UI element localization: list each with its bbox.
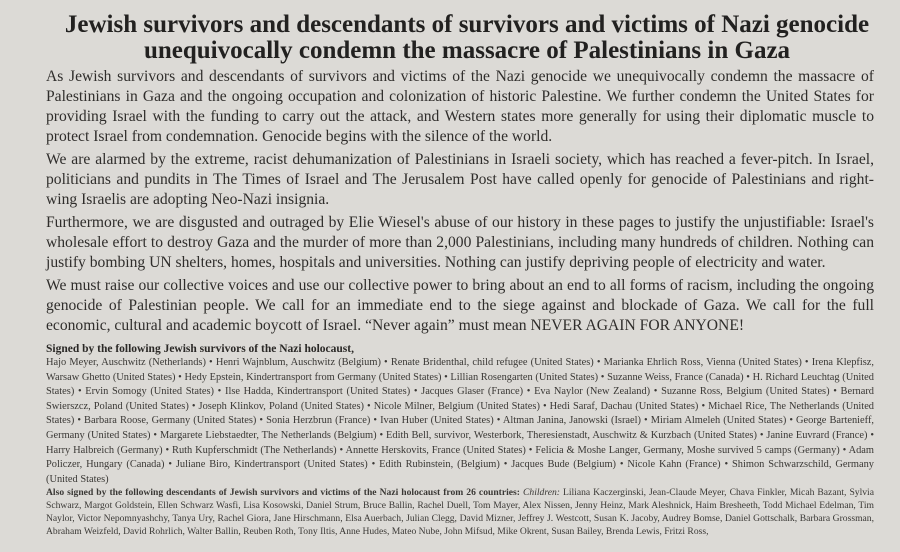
survivor-names: Hajo Meyer, Auschwitz (Netherlands) • Henri Wajnblum, Auschwitz (Belgium) • Renate Bridenthal, child refugee (United States) • Marianka Ehrlich Ross, Vienna (United States) • Irena Klepfisz, Warsaw Ghetto (United States) • Hedy Epstein, Kindertransport from Germany (United States) • Lillian Rosengarten (United States) • Suzanne Weiss, France (Canada) • H. Richard Leuchtag (United States) • Ervin Somogy (United States) • Ilse Hadda, Kindertransport (United States) • Jacques Glaser (France) • Eva Naylor (New Zealand) • Suzanne Ross, Belgium (United States) • Bernard Swierszcz, Poland (United States) • Joseph Klinkov, Poland (United States) • Nicole Milner, Belgium (United States) • Hedi Saraf, Dachau (United States) • Michael Rice, The Netherlands (United States) • Barbara Roose, Germany (United States) • Sonia Herzbrun (France) • Ivan Huber (United States) • Altman Janina, Janowski (Israel) • Miriam Almeleh (United States) • George Bartenieff, Germany (United States) • Margarete Liebstaedter, The Netherlands (Belgium) • Edith Bell, survivor, Westerbork, Theresienstadt, Auschwitz & Kurzbach (United States) • Janine Euvrard (France) • Harry Halbreich (Germany) • Ruth Kupferschmidt (The Netherlands) • Annette Herskovits, France (United States) • Felicia & Moshe Langer, Germany, Moshe survived 5 camps (Germany) • Adam Policzer, Hungary (Canada) • Juliane Biro, Kindertransport (United States) • Edith Rubinstein, (Belgium) • Jacques Bude (Belgium) • Nicole Kahn (France) • Shimon Schwarzschild, Germany (United States) [46, 357, 874, 485]
paragraph-call-to-action: We must raise our collective voices and use our collective power to bring about an end to all forms of racism, including the ongoing genocide of Palestinian people. We call for an immediate end to the siege against and blockade of Gaza. We call for the full economic, cultural and academic boycott of Israel. “Never again” must mean NEVER AGAIN FOR ANYONE! [46, 277, 874, 334]
descendant-names: Liliana Kaczerginski, Jean-Claude Meyer, Chava Finkler, Micah Bazant, Sylvia Schwarz, Margot Goldstein, Ellen Schwarz Wasfi, Lisa Kosowski, Daniel Strum, Bruce Ballin, Rachel Duell, Tom Mayer, Alex Nissen, Jenny Heinz, Mark Aleshnick, Haim Bresheeth, Todd Michael Edelman, Tim Naylor, Victor Nepomnyashchy, Tanya Ury, Rachel Giora, Jane Hirschmann, Elsa Auerbach, Julian Clegg, David Mizner, Jeffrey J. Westcott, Susan K. Jacoby, Audrey Bomse, Daniel Gottschalk, Barbara Grossman, Abraham Weizfeld, David Rohrlich, Walter Ballin, Reuben Roth, Tony Iltis, Anne Hudes, Mateo Nube, John Mifsud, Mike Okrent, Susan Bailey, Brenda Lewis, Fritzi Ross, [46, 487, 874, 537]
descendants-heading: Also signed by the following descendants of Jewish survivors and victims of the Nazi holocaust from 26 countries: [46, 487, 520, 499]
children-label: Children: [523, 487, 560, 499]
paragraph-outrage: Furthermore, we are disgusted and outraged by Elie Wiesel's abuse of our history in these pages to justify the unjustifiable: Israel's wholesale effort to destroy Gaza and the murder of more than 2,000 Palestinians, including many hundreds of children. Nothing can justify bombing UN shelters, homes, hospitals and universities. Nothing can justify depriving people of electricity and water. [46, 214, 874, 271]
descendants-list [46, 487, 874, 538]
paragraph-statement: As Jewish survivors and descendants of survivors and victims of the Nazi genocide we unequivocally condemn the massacre of Palestinians in Gaza and the ongoing occupation and colonization of historic Palestine. We further condemn the United States for providing Israel with the funding to carry out the attack, and Western states more generally for using their diplomatic muscle to protect Israel from condemnation. Genocide begins with the silence of the world. [46, 68, 874, 145]
signatories-heading: Signed by the following Jewish survivors of the Nazi holocaust, [46, 343, 354, 355]
paragraph-alarm: We are alarmed by the extreme, racist dehumanization of Palestinians in Israeli society, which has reached a fever-pitch. In Israel, politicians and pundits in The Times of Israel and The Jerusalem Post have called openly for genocide of Palestinians and right-wing Israelis are adopting Neo-Nazi insignia. [46, 151, 874, 208]
headline: Jewish survivors and descendants of survivors and victims of Nazi genocide unequivocally condemn the massacre of Palestinians in Gaza [64, 11, 870, 64]
